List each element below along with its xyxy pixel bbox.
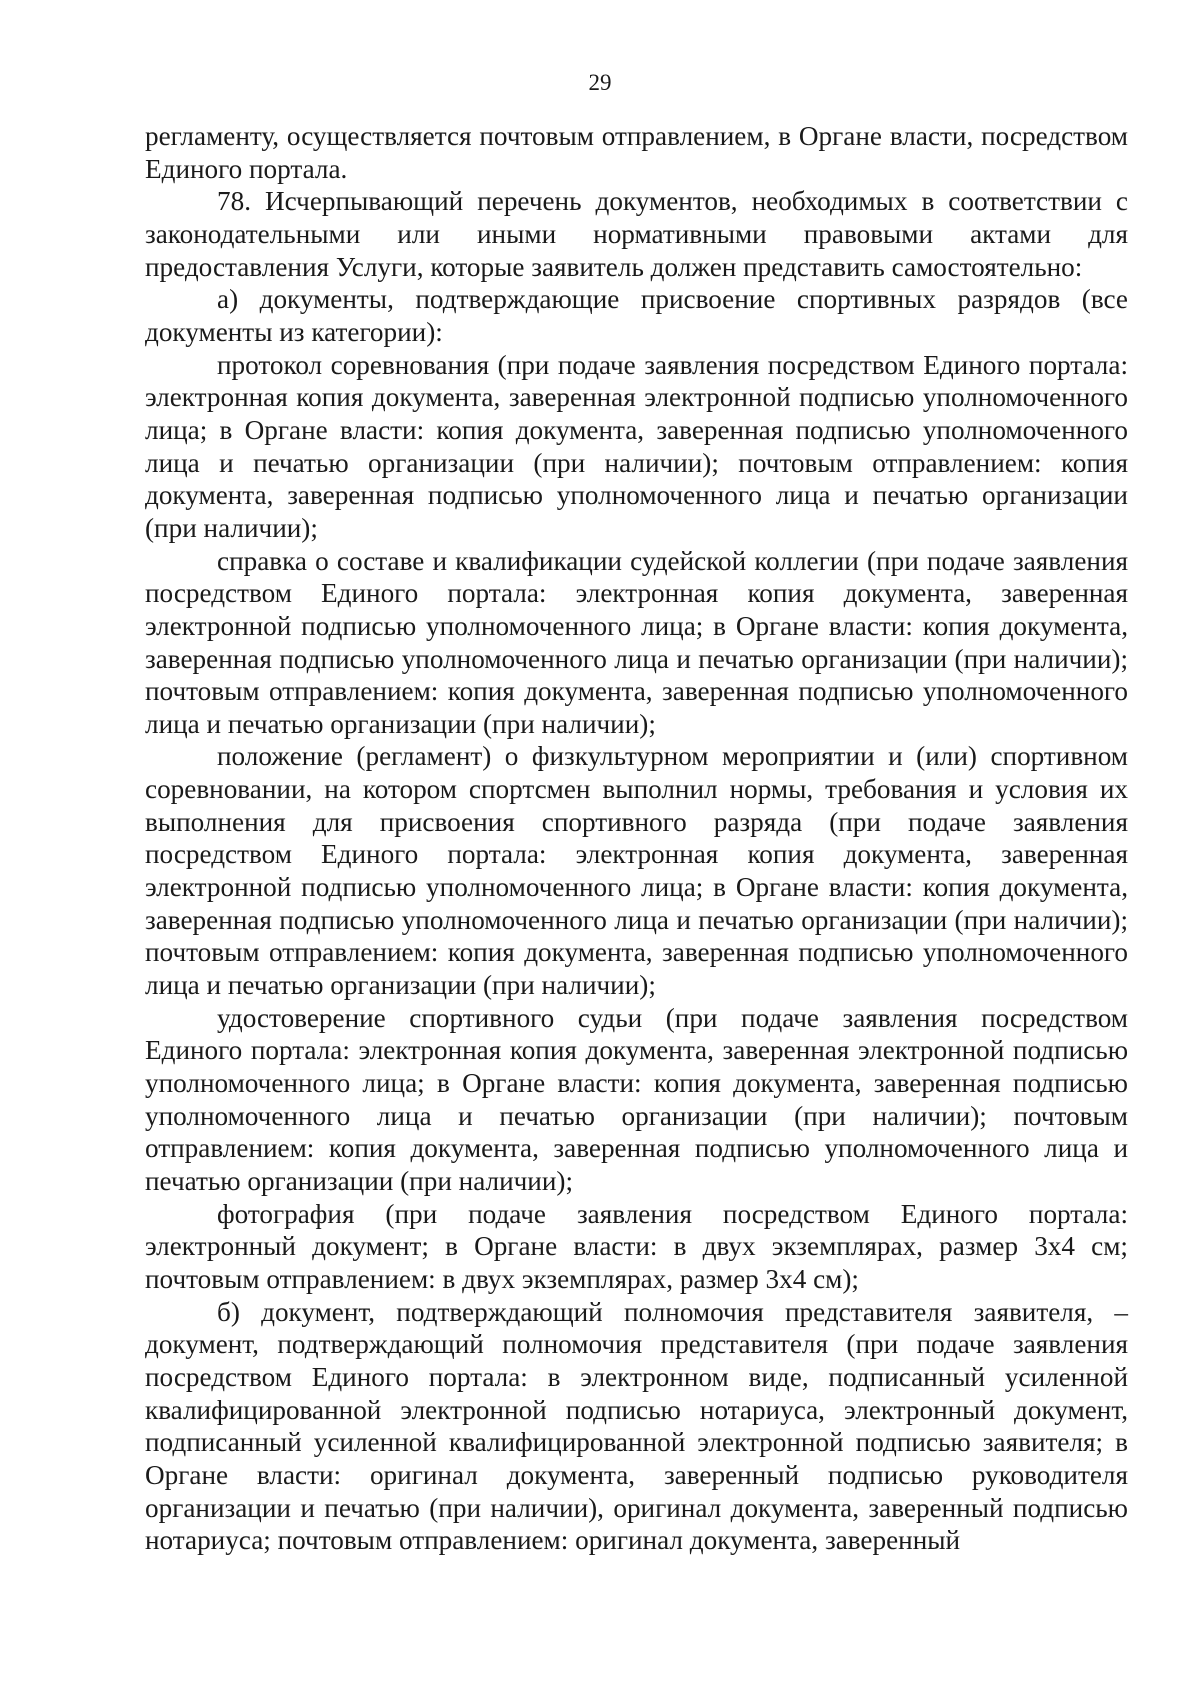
- paragraph-referee-certificate: удостоверение спортивного судьи (при подаче заявления посредством Единого портала: электронная копия документа, заверенная электронной подписью уполномоченного лица; в Органе власти: копия документа, заверенная подписью уполномоченного лица и печатью организации (при наличии); почтовым отправлением: копия документа, заверенная подписью уполномоченного лица и печатью организации (при наличии);: [145, 1002, 1128, 1196]
- paragraph-competition-regulation: положение (регламент) о физкультурном мероприятии и (или) спортивном соревновании, на котором спортсмен выполнил нормы, требования и условия их выполнения для присвоения спортивного разряда (при подаче заявления посредством Единого портала: электронная копия документа, заверенная электронной подписью уполномоченного лица; в Органе власти: копия документа, заверенная подписью уполномоченного лица и печатью организации (при наличии); почтовым отправлением: копия документа, заверенная подписью уполномоченного лица и печатью организации (при наличии);: [145, 741, 1128, 1001]
- page-number: 29: [588, 70, 612, 95]
- paragraph-subitem-b: б) документ, подтверждающий полномочия представителя заявителя, – документ, подтверждающий полномочия представителя (при подаче заявления посредством Единого портала: в электронном виде, подписанный усиленной квалифицированной электронной подписью нотариуса, электронный документ, подписанный усиленной квалифицированной электронной подписью заявителя; в Органе власти: оригинал документа, заверенный подписью руководителя организации и печатью (при наличии), оригинал документа, заверенный подписью нотариуса; почтовым отправлением: оригинал документа, заверенный: [145, 1296, 1128, 1556]
- paragraph-item-78: 78. Исчерпывающий перечень документов, необходимых в соответствии с законодательными или иными нормативными правовыми актами для предоставления Услуги, которые заявитель должен представить самостоятельно:: [145, 186, 1128, 282]
- paragraph-judges-certificate: справка о составе и квалификации судейской коллегии (при подаче заявления посредством Единого портала: электронная копия документа, заверенная электронной подписью уполномоченного лица; в Органе власти: копия документа, заверенная подписью уполномоченного лица и печатью организации (при наличии); почтовым отправлением: копия документа, заверенная подписью уполномоченного лица и печатью организации (при наличии);: [145, 545, 1128, 739]
- paragraph-photograph: фотография (при подаче заявления посредством Единого портала: электронный документ; в Органе власти: в двух экземплярах, размер 3х4 см; почтовым отправлением: в двух экземплярах, размер 3х4 см);: [145, 1198, 1128, 1294]
- document-body: [145, 120, 1128, 1557]
- paragraph-competition-protocol: протокол соревнования (при подаче заявления посредством Единого портала: электронная копия документа, заверенная электронной подписью уполномоченного лица; в Органе власти: копия документа, заверенная подписью уполномоченного лица и печатью организации (при наличии); почтовым отправлением: копия документа, заверенная подписью уполномоченного лица и печатью организации (при наличии);: [145, 349, 1128, 543]
- paragraph-subitem-a: а) документы, подтверждающие присвоение спортивных разрядов (все документы из категории):: [145, 284, 1128, 347]
- paragraph-continuation: регламенту, осуществляется почтовым отправлением, в Органе власти, посредством Единого портала.: [145, 121, 1128, 184]
